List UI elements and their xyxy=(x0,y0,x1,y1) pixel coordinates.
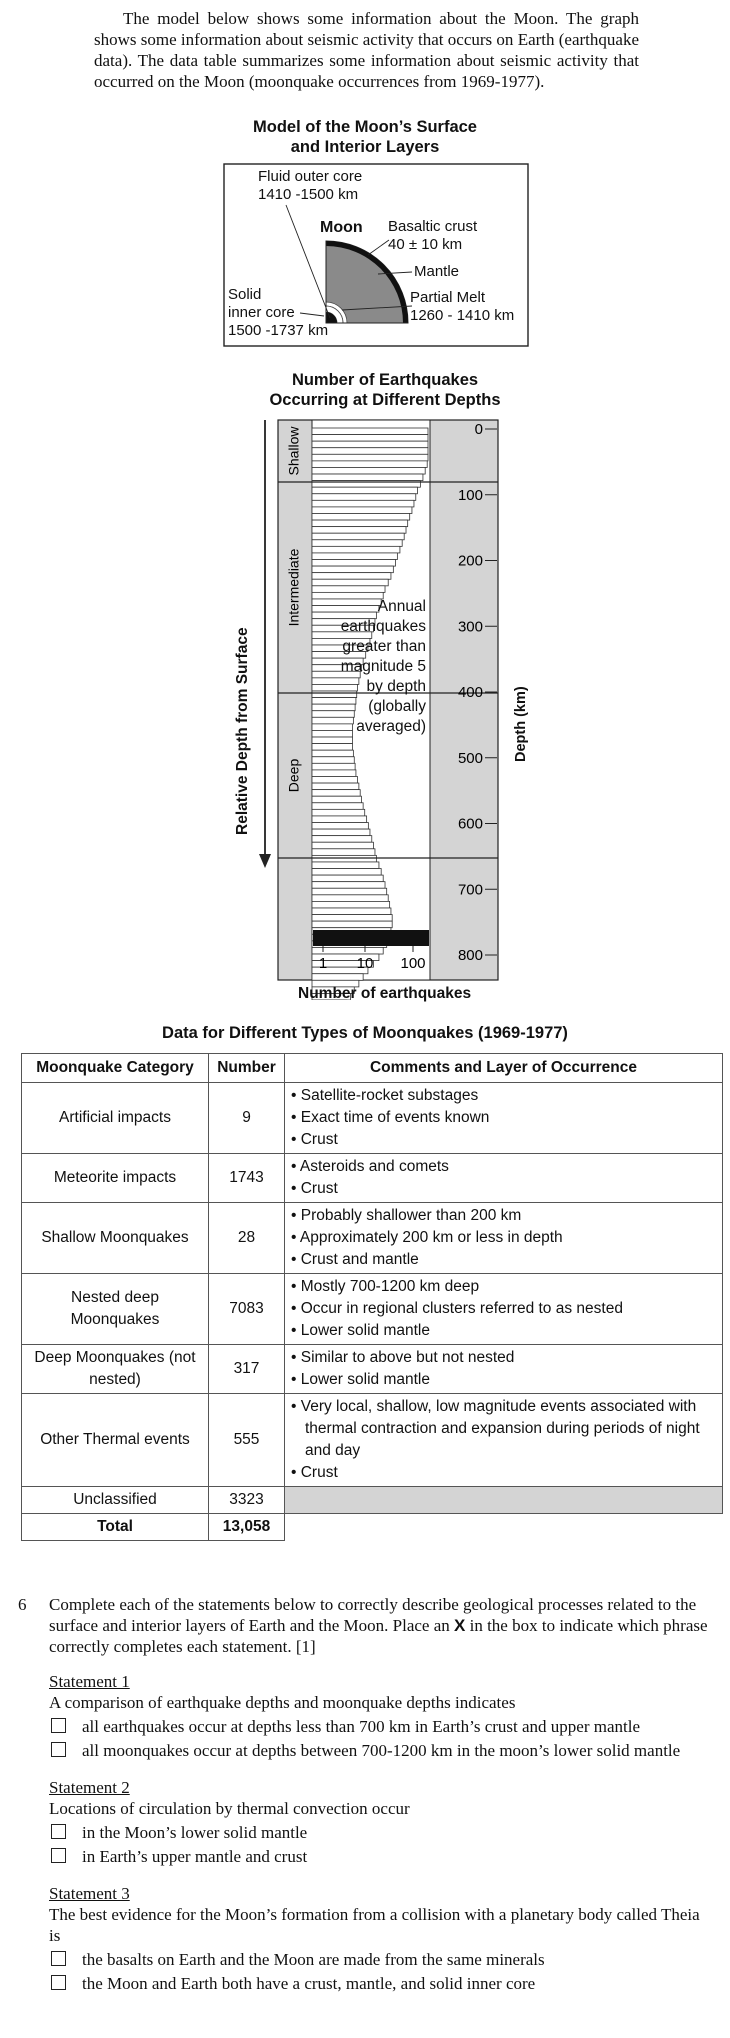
statement-heading: Statement 1 xyxy=(49,1672,130,1691)
comment-item: • Lower solid mantle xyxy=(291,1369,716,1391)
comment-item: • Exact time of events known xyxy=(291,1107,716,1129)
question-6 xyxy=(18,1594,708,1994)
total-row xyxy=(22,1514,723,1541)
option-text: in the Moon’s lower solid mantle xyxy=(82,1823,308,1842)
crust-range: 40 ± 10 km xyxy=(388,236,463,253)
header-category: Moonquake Category xyxy=(22,1054,209,1083)
x-axis-label: Number of earthquakes xyxy=(298,985,472,1002)
statement-option xyxy=(49,1949,708,1970)
chart-annotation xyxy=(318,597,426,737)
depth-tick-label: 600 xyxy=(457,815,483,833)
depth-bar xyxy=(312,494,416,501)
answer-checkbox[interactable] xyxy=(51,1824,66,1839)
cell-category: Artificial impacts xyxy=(22,1083,209,1154)
depth-bar xyxy=(312,553,397,560)
depth-bar xyxy=(312,546,400,553)
depth-bar xyxy=(312,579,388,586)
comment-item: • Very local, shallow, low magnitude events associated with thermal contraction and expansion during periods of night and day xyxy=(291,1396,716,1462)
depth-bar xyxy=(312,908,391,915)
depth-bar xyxy=(312,737,352,744)
model-title-line1: Model of the Moon’s Surface xyxy=(253,118,477,136)
partial-melt-label: Partial Melt xyxy=(410,289,486,306)
solid-core-range: 1500 -1737 km xyxy=(228,322,329,339)
statement-option xyxy=(49,1716,708,1737)
depth-km-label: Depth (km) xyxy=(513,686,529,762)
earthquake-chart xyxy=(0,0,730,1000)
option-text: all earthquakes occur at depths less than 700 km in Earth’s crust and upper mantle xyxy=(82,1717,641,1736)
depth-bar xyxy=(312,757,354,764)
depth-bar xyxy=(312,586,385,593)
depth-bar xyxy=(312,829,370,836)
depth-bar xyxy=(312,566,393,573)
annotation-line: Annual xyxy=(377,598,426,615)
comment-item: • Crust xyxy=(291,1462,716,1484)
depth-bar xyxy=(312,540,402,547)
question-mark: X xyxy=(454,1616,466,1635)
solid-core-label-1: Solid xyxy=(228,286,262,303)
model-title-line2: and Interior Layers xyxy=(290,138,440,156)
comment-item: • Probably shallower than 200 km xyxy=(291,1205,716,1227)
option-text: in Earth’s upper mantle and crust xyxy=(82,1847,308,1866)
annotation-line: greater than xyxy=(342,638,426,655)
fluid-core-range: 1410 -1500 km xyxy=(258,186,359,203)
depth-bar xyxy=(312,560,395,567)
comment-item: • Similar to above but not nested xyxy=(291,1347,716,1369)
depth-tick-label: 700 xyxy=(457,881,483,899)
depth-bar xyxy=(312,776,357,783)
statement-option xyxy=(49,1973,708,1994)
depth-bar xyxy=(312,816,367,823)
depth-arrow-head xyxy=(259,854,271,868)
cell-number: 1743 xyxy=(209,1154,285,1203)
depth-tick-label: 100 xyxy=(457,486,483,504)
depth-bar xyxy=(312,441,428,448)
depth-bar xyxy=(312,849,375,856)
cell-comments xyxy=(285,1274,723,1345)
moon-label: Moon xyxy=(320,219,363,236)
table-row xyxy=(22,1345,723,1394)
depth-tick-label: 800 xyxy=(457,947,483,964)
depth-bar xyxy=(312,487,417,494)
table-title: Data for Different Types of Moonquakes (1969-1977) xyxy=(162,1024,568,1042)
answer-checkbox[interactable] xyxy=(51,1848,66,1863)
option-text: the Moon and Earth both have a crust, mantle, and solid inner core xyxy=(82,1974,536,1993)
cell-comments xyxy=(285,1154,723,1203)
depth-bar xyxy=(312,882,385,889)
table-row xyxy=(22,1487,723,1514)
table-row xyxy=(22,1203,723,1274)
moonquake-table xyxy=(21,1053,723,1541)
statement-3 xyxy=(49,1883,708,1994)
comment-item: • Lower solid mantle xyxy=(291,1320,716,1342)
depth-tick-label: 0 xyxy=(474,421,483,438)
annotation-line: by depth xyxy=(366,678,426,695)
depth-bar xyxy=(312,448,428,455)
comment-item: • Crust xyxy=(291,1178,716,1200)
depth-bar xyxy=(312,901,390,908)
depth-bar xyxy=(312,974,363,981)
statement-heading: Statement 2 xyxy=(49,1778,130,1797)
comment-item: • Approximately 200 km or less in depth xyxy=(291,1227,716,1249)
total-value: 13,058 xyxy=(209,1514,285,1541)
total-label: Total xyxy=(22,1514,209,1541)
statement-stem: Locations of circulation by thermal convection occur xyxy=(49,1799,410,1818)
cell-number: 317 xyxy=(209,1345,285,1394)
question-text-before: Complete each of the statements below to correctly describe geological processes related to the surface and interior layers of Earth and the Moon. Place an xyxy=(49,1595,697,1635)
answer-checkbox[interactable] xyxy=(51,1742,66,1757)
cell-number: 9 xyxy=(209,1083,285,1154)
chart-title-line2: Occurring at Different Depths xyxy=(269,391,501,409)
depth-bar xyxy=(312,474,423,481)
depth-bar xyxy=(312,895,388,902)
depth-bar xyxy=(312,862,379,869)
depth-bar xyxy=(312,770,356,777)
answer-checkbox[interactable] xyxy=(51,1975,66,1990)
relative-depth-label: Relative Depth from Surface xyxy=(234,627,251,835)
option-text: all moonquakes occur at depths between 700-1200 km in the moon’s lower solid mantle xyxy=(82,1741,681,1760)
cell-comments xyxy=(285,1345,723,1394)
depth-tick-label: 300 xyxy=(457,618,483,636)
x-tick-label: 1 xyxy=(318,955,328,972)
partial-melt-range: 1260 - 1410 km xyxy=(410,307,515,324)
crust-label: Basaltic crust xyxy=(388,218,478,235)
table-row xyxy=(22,1394,723,1487)
cell-comments xyxy=(285,1394,723,1487)
depth-bar xyxy=(312,428,428,435)
depth-bar xyxy=(312,796,361,803)
depth-bar xyxy=(312,803,363,810)
x-tick-label: 10 xyxy=(356,955,374,972)
x-tick-label: 100 xyxy=(400,955,426,972)
mantle-label: Mantle xyxy=(414,263,460,280)
cell-category: Other Thermal events xyxy=(22,1394,209,1487)
statements xyxy=(49,1671,708,1994)
depth-bar xyxy=(312,461,427,468)
question-text xyxy=(49,1594,708,1657)
comment-item: • Occur in regional clusters referred to as nested xyxy=(291,1298,716,1320)
table-header-row xyxy=(22,1054,723,1083)
depth-bar xyxy=(312,507,412,514)
option-text: the basalts on Earth and the Moon are made from the same minerals xyxy=(82,1950,545,1969)
depth-bar xyxy=(312,809,365,816)
annotation-line: averaged) xyxy=(356,718,426,735)
cell-category: Nested deep Moonquakes xyxy=(22,1274,209,1345)
depth-bar xyxy=(312,869,381,876)
cell-number: 28 xyxy=(209,1203,285,1274)
cell-number: 555 xyxy=(209,1394,285,1487)
annotation-line: earthquakes xyxy=(340,618,426,635)
depth-tick-label: 200 xyxy=(457,552,483,570)
depth-bar xyxy=(312,467,425,474)
deep-band-bar xyxy=(313,930,429,946)
table-row xyxy=(22,1083,723,1154)
statement-option xyxy=(49,1740,708,1761)
annotation-line: (globally xyxy=(368,698,426,715)
cell-category: Deep Moonquakes (not nested) xyxy=(22,1345,209,1394)
statement-1 xyxy=(49,1671,708,1761)
zone-label: Shallow xyxy=(285,426,302,476)
depth-bar xyxy=(312,527,406,534)
comment-item: • Mostly 700-1200 km deep xyxy=(291,1276,716,1298)
cell-category: Meteorite impacts xyxy=(22,1154,209,1203)
depth-bar xyxy=(312,435,428,442)
depth-bar xyxy=(312,823,368,830)
depth-bar xyxy=(312,520,408,527)
depth-bar xyxy=(312,888,387,895)
comment-item: • Crust and mantle xyxy=(291,1249,716,1271)
depth-bar xyxy=(312,790,360,797)
table-row xyxy=(22,1274,723,1345)
comment-item: • Satellite-rocket substages xyxy=(291,1085,716,1107)
depth-bar xyxy=(312,533,404,540)
comment-item: • Crust xyxy=(291,1129,716,1151)
statement-2 xyxy=(49,1777,708,1867)
depth-bar xyxy=(312,763,355,770)
cell-number: 3323 xyxy=(209,1487,285,1514)
comment-item: • Asteroids and comets xyxy=(291,1156,716,1178)
depth-bar xyxy=(312,573,391,580)
header-comments: Comments and Layer of Occurrence xyxy=(285,1054,723,1083)
depth-bar xyxy=(312,513,410,520)
depth-bar xyxy=(312,836,372,843)
statement-heading: Statement 3 xyxy=(49,1884,130,1903)
depth-bar xyxy=(312,915,392,922)
question-number: 6 xyxy=(18,1595,27,1614)
annotation-line: magnitude 5 xyxy=(340,658,426,675)
depth-bar xyxy=(312,842,373,849)
cell-number: 7083 xyxy=(209,1274,285,1345)
depth-tick-label: 400 xyxy=(457,684,483,701)
cell-comments xyxy=(285,1083,723,1154)
fluid-core-label: Fluid outer core xyxy=(258,168,363,185)
depth-bar xyxy=(312,921,392,928)
cell-comments xyxy=(285,1203,723,1274)
depth-bar xyxy=(312,855,376,862)
header-number: Number xyxy=(209,1054,285,1083)
depth-tick-label: 500 xyxy=(457,749,483,767)
chart-title-line1: Number of Earthquakes xyxy=(291,371,479,389)
table-row xyxy=(22,1154,723,1203)
statement-stem: A comparison of earthquake depths and moonquake depths indicates xyxy=(49,1693,516,1712)
solid-core-label-2: inner core xyxy=(228,304,295,321)
zone-label: Deep xyxy=(285,758,302,793)
statement-option xyxy=(49,1846,708,1867)
cell-category: Shallow Moonquakes xyxy=(22,1203,209,1274)
cell-comments xyxy=(285,1487,723,1514)
question-text-after: in the box to indicate which phrase correctly completes each statement. [1] xyxy=(49,1616,708,1656)
answer-checkbox[interactable] xyxy=(51,1951,66,1966)
statement-option xyxy=(49,1822,708,1843)
total-empty xyxy=(285,1514,723,1541)
depth-bar xyxy=(312,454,428,461)
depth-bar xyxy=(312,750,353,757)
depth-bar xyxy=(312,783,359,790)
statement-stem: The best evidence for the Moon’s formation from a collision with a planetary body called Theia is xyxy=(49,1905,700,1945)
intro-text: The model below shows some information about the Moon. The graph shows some information about seismic activity that occurs on Earth (earthquake data). The data table summarizes some information about seismic activity that occurred on the Moon (moonquake occurrences from 1969-1977). xyxy=(94,9,639,91)
depth-bar xyxy=(312,500,414,507)
cell-category: Unclassified xyxy=(22,1487,209,1514)
depth-bar xyxy=(312,875,383,882)
zone-label: Intermediate xyxy=(285,548,302,627)
answer-checkbox[interactable] xyxy=(51,1718,66,1733)
depth-bar xyxy=(312,744,352,751)
